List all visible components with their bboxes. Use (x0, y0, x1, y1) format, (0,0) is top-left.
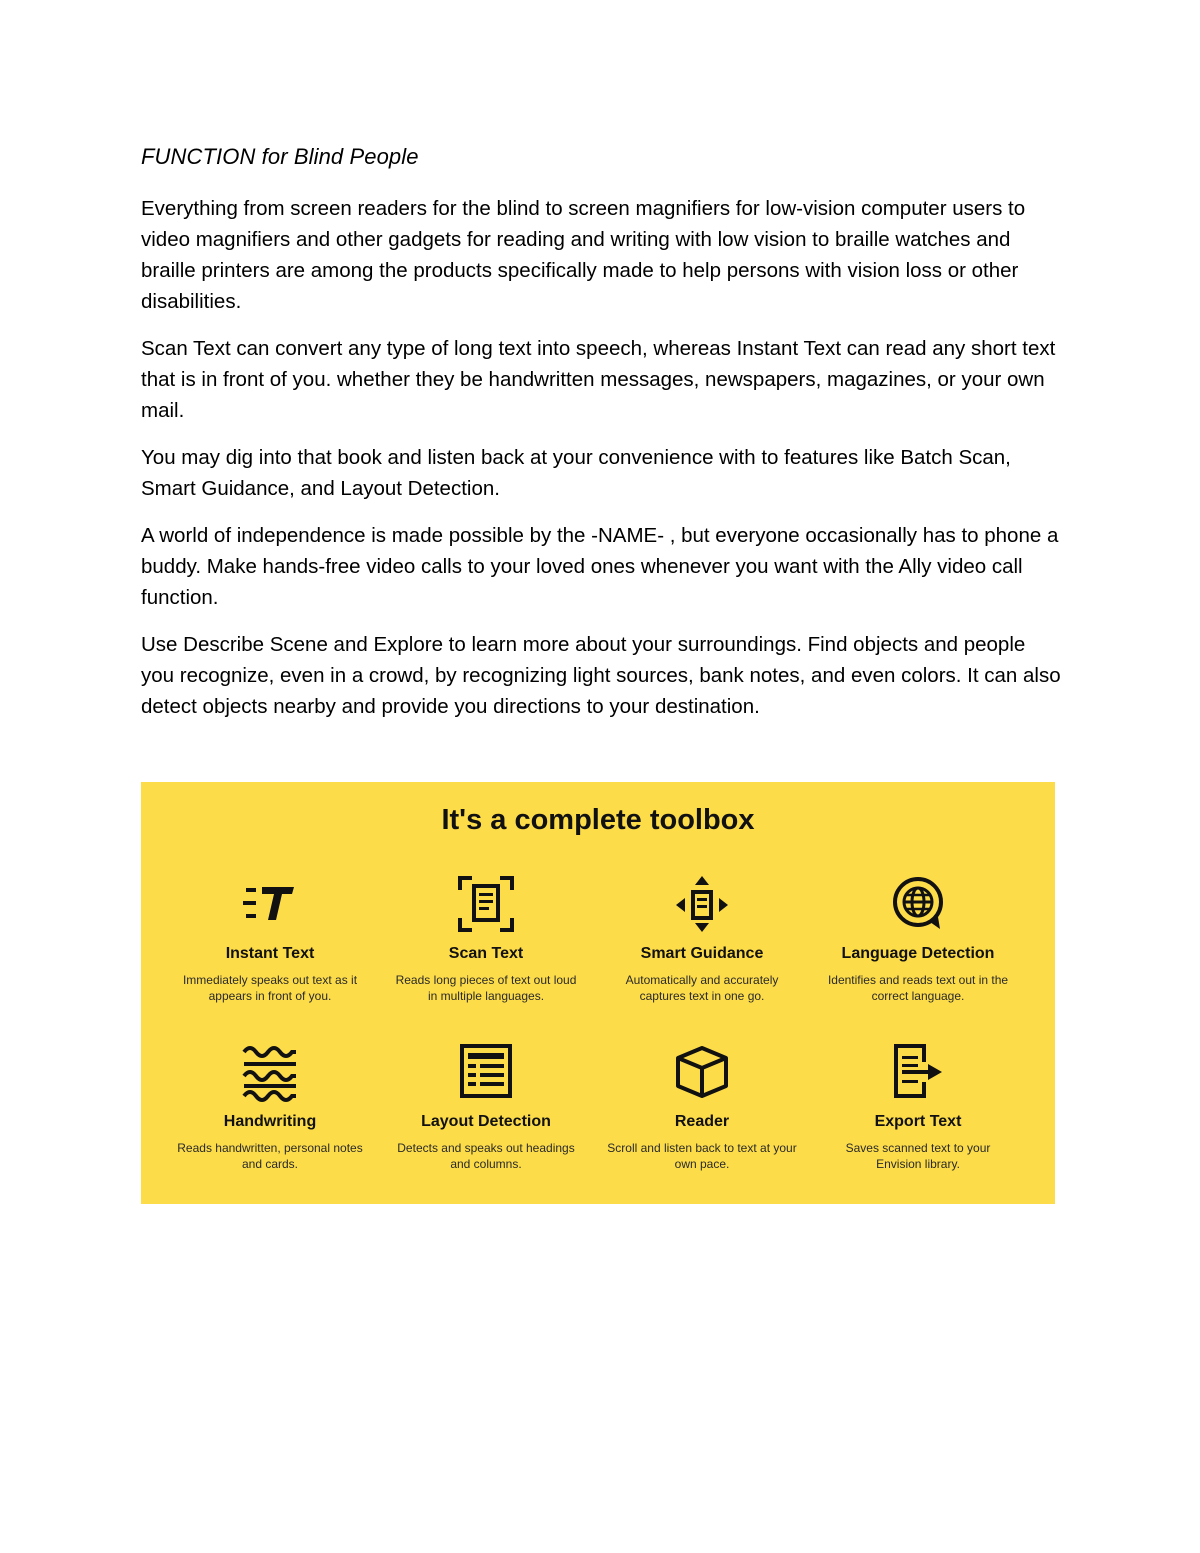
paragraph: Everything from screen readers for the blind to screen magnifiers for low-vision computer users to video magnifiers and other gadgets for reading and writing with low vision to braille watches and braille printers are among the products specifically made to help persons with vision loss or other disabilities. (141, 197, 1026, 313)
page-heading: FUNCTION for Blind People (141, 144, 419, 169)
toolbox-image (141, 782, 1055, 1204)
tool-name: Language Detection (841, 945, 995, 962)
tool-name: Reader (674, 1113, 730, 1130)
tool-description: Reads handwritten, personal notes and cards. (177, 1141, 363, 1171)
layout-detection-icon (456, 1042, 516, 1102)
tool-name: Smart Guidance (640, 945, 764, 962)
tool-description: Identifies and reads text out in the correct language. (827, 973, 1009, 1003)
tool-description: Immediately speaks out text as it appears in front of you. (182, 973, 358, 1003)
tool-description: Saves scanned text to your Envision library. (845, 1141, 991, 1171)
handwriting-icon (240, 1042, 300, 1102)
scan-text-icon (456, 874, 516, 934)
tool-name: Layout Detection (421, 1113, 551, 1130)
instant-text-icon (240, 874, 300, 934)
tool-description: Scroll and listen back to text at your own pace. (607, 1141, 797, 1171)
tool-name: Scan Text (448, 945, 524, 962)
tool-reader (594, 1042, 810, 1172)
tool-name: Instant Text (225, 945, 315, 962)
reader-icon (672, 1042, 732, 1102)
tool-name: Handwriting (223, 1113, 317, 1130)
language-detection-icon (888, 874, 948, 934)
paragraph: You may dig into that book and listen back at your convenience with to features like Batch Scan, Smart Guidance, and Layout Detection. (141, 446, 1011, 500)
tool-description: Automatically and accurately captures text in one go. (625, 973, 779, 1003)
tool-description: Detects and speaks out headings and columns. (397, 1141, 575, 1171)
paragraph: Scan Text can convert any type of long text into speech, whereas Instant Text can read any short text that is in front of you. whether they be handwritten messages, newspapers, magazines, or your own mail. (141, 337, 1056, 422)
export-text-icon (888, 1042, 948, 1102)
toolbox-title: It's a complete toolbox (441, 804, 755, 836)
tool-smart-guidance (594, 874, 810, 1004)
smart-guidance-icon (672, 874, 732, 934)
paragraph: Use Describe Scene and Explore to learn more about your surroundings. Find objects and people you recognize, even in a crowd, by recognizing light sources, bank notes, and even colors. It can also detect objects nearby and provide you directions to your destination. (141, 633, 1061, 718)
tool-layout-detection (378, 1042, 594, 1172)
tool-scan-text (378, 874, 594, 1004)
tool-name: Export Text (874, 1113, 962, 1130)
tool-description: Reads long pieces of text out loud in multiple languages. (395, 973, 577, 1003)
paragraph: A world of independence is made possible by the -NAME- , but everyone occasionally has to phone a buddy. Make hands-free video calls to your loved ones whenever you want with the Ally video call function. (141, 524, 1059, 609)
tool-language-detection (810, 874, 1026, 1004)
tool-handwriting (162, 1042, 378, 1172)
body-text (141, 193, 1061, 738)
tool-instant-text (162, 874, 378, 1004)
tool-export-text (810, 1042, 1026, 1172)
